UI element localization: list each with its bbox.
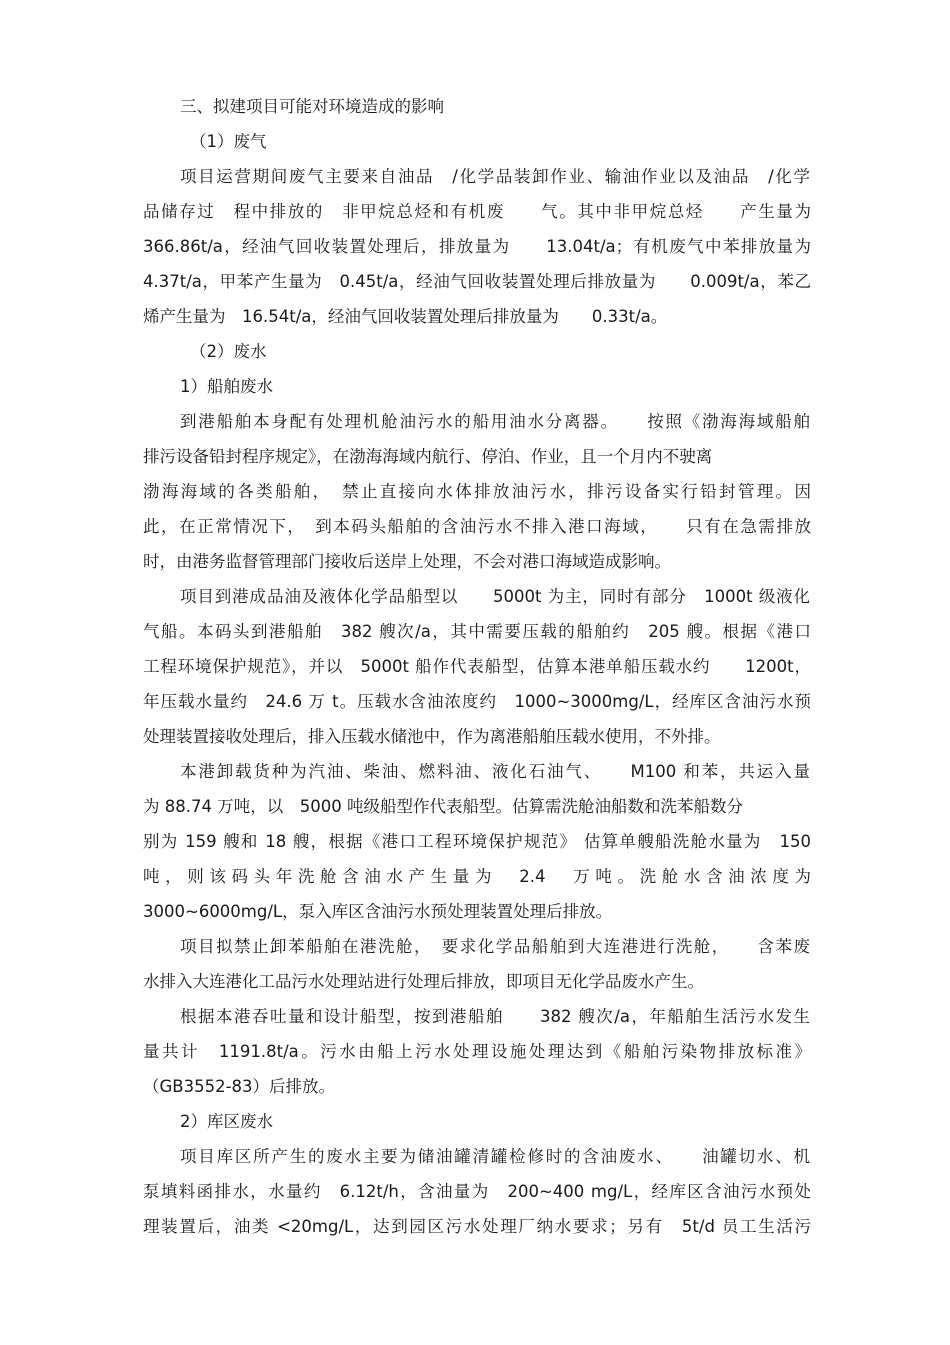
paragraph-line: 水排入大连港化工品污水处理站进行处理后排放，即项目无化学品废水产生。 <box>143 972 704 991</box>
paragraph-line: （GB3552-83）后排放。 <box>143 1077 336 1096</box>
paragraph-line: 渤海海域的各类船舶， 禁止直接向水体排放油污水，排污设备实行铅封管理。因 <box>143 482 811 501</box>
paragraph-line: 年压载水量约 24.6 万 t。压载水含油浓度约 1000~3000mg/L，经库区含油污水预 <box>143 692 811 711</box>
paragraph-line: 到港船舶本身配有处理机舱油污水的船用油水分离器。 按照《渤海海域船舶 <box>180 412 810 431</box>
paragraph-line: 为 88.74 万吨，以 5000 吨级船型作代表船型。估算需洗舱油船数和洗苯船数分 <box>143 797 743 816</box>
paragraph-line: 工程环境保护规范》，并以 5000t 船作代表船型，估算本港单船压载水约 1200t， <box>143 657 811 676</box>
paragraph-line: 此，在正常情况下， 到本码头船舶的含油污水不排入港口海域， 只有在急需排放 <box>143 517 811 536</box>
section-heading: 三、拟建项目可能对环境造成的影响 <box>180 97 444 116</box>
paragraph-line: 根据本港吞吐量和设计船型，按到港船舶 382 艘次/a，年船舶生活污水发生 <box>180 1007 810 1026</box>
paragraph-line: 排污设备铅封程序规定》，在渤海海域内航行、停泊、作业，且一个月内不驶离 <box>143 447 713 466</box>
paragraph-line: 别为 159 艘和 18 艘，根据《港口工程环境保护规范》 估算单艘船洗舱水量为 150 <box>143 832 811 851</box>
subsection-heading-storage-wastewater: 2）库区废水 <box>180 1112 273 1131</box>
paragraph-line: 3000~6000mg/L，泵入库区含油污水预处理装置处理后排放。 <box>143 902 613 921</box>
paragraph-line: 气船。本码头到港船舶 382 艘次/a，其中需要压载的船舶约 205 艘。根据《港口 <box>143 622 811 641</box>
paragraph-line: 项目拟禁止卸苯船舶在港洗舱， 要求化学品船舶到大连港进行洗舱， 含苯废 <box>180 937 810 956</box>
paragraph-line: 量共计 1191.8t/a。污水由船上污水处理设施处理达到《船舶污染物排放标准》 <box>143 1042 811 1061</box>
paragraph-line: 项目到港成品油及液体化学品船型以 5000t 为主，同时有部分 1000t 级液化 <box>180 587 810 606</box>
subsection-heading-exhaust: （1）废气 <box>190 132 267 151</box>
paragraph-line: 项目库区所产生的废水主要为储油罐清罐检修时的含油废水、 油罐切水、机 <box>180 1147 810 1166</box>
paragraph-line: 理装置后，油类 <20mg/L，达到园区污水处理厂纳水要求；另有 5t/d 员工生活污 <box>143 1217 811 1236</box>
paragraph-line: 处理装置接收处理后，排入压载水储池中，作为离港船舶压载水使用，不外排。 <box>143 727 721 746</box>
paragraph-line: 4.37t/a，甲苯产生量为 0.45t/a，经油气回收装置处理后排放量为 0.009t/a，苯乙 <box>143 272 811 291</box>
paragraph-line: 项目运营期间废气主要来自油品 /化学品装卸作业、输油作业以及油品 /化学 <box>180 167 810 186</box>
paragraph-line: 366.86t/a，经油气回收装置处理后，排放量为 13.04t/a；有机废气中苯排放量为 <box>143 237 811 256</box>
paragraph-line: 烯产生量为 16.54t/a，经油气回收装置处理后排放量为 0.33t/a。 <box>143 307 668 326</box>
paragraph-line: 品储存过 程中排放的 非甲烷总烃和有机废 气。其中非甲烷总烃 产生量为 <box>143 202 811 221</box>
paragraph-line: 吨，则该码头年洗舱含油水产生量为 2.4 万吨。洗舱水含油浓度为 <box>143 867 811 886</box>
paragraph-line: 本港卸载货种为汽油、柴油、燃料油、液化石油气、 M100 和苯，共运入量 <box>180 762 810 781</box>
paragraph-line: 泵填料函排水，水量约 6.12t/h，含油量为 200~400 mg/L，经库区含油污水预处 <box>143 1182 811 1201</box>
paragraph-line: 时，由港务监督管理部门接收后送岸上处理，不会对港口海域造成影响。 <box>143 552 671 571</box>
subsection-heading-ship-wastewater: 1）船舶废水 <box>180 377 273 396</box>
subsection-heading-wastewater: （2）废水 <box>190 342 267 361</box>
